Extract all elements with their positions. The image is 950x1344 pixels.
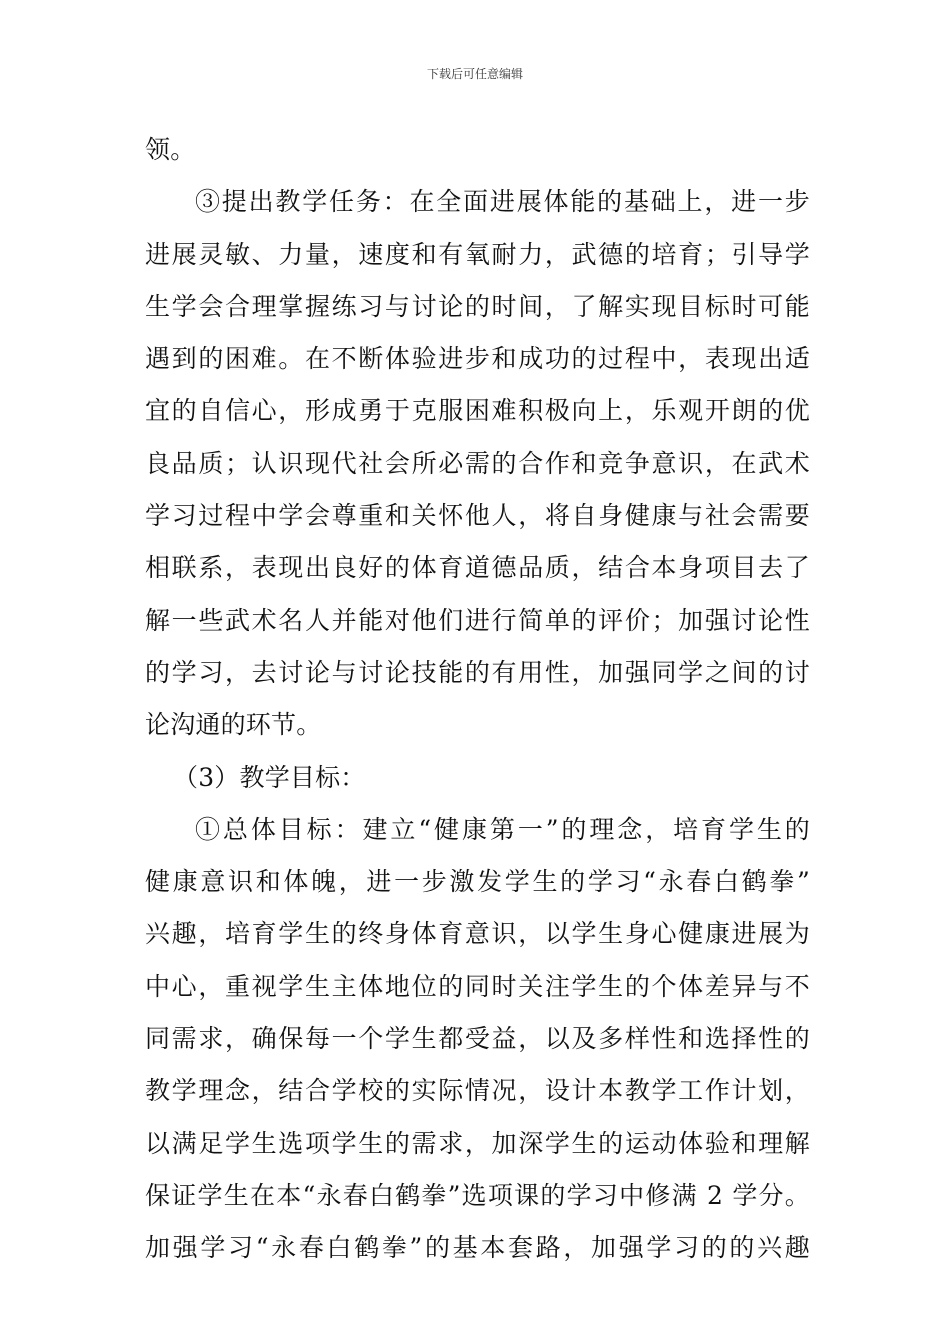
document-body	[145, 124, 810, 1275]
paragraph-line: 论沟通的环节。	[145, 710, 322, 740]
paragraph-line: 保证学生在本“永春白鹤拳”选项课的学习中修满 2 学分。	[145, 1180, 810, 1210]
paragraph-line: 同需求，确保每一个学生都受益，以及多样性和选择性的	[145, 1024, 810, 1054]
paragraph-line: 中心，重视学生主体地位的同时关注学生的个体差异与不	[145, 971, 810, 1001]
paragraph-line: 相联系，表现出良好的体育道德品质，结合本身项目去了	[145, 553, 810, 583]
paragraph-line: 兴趣，培育学生的终身体育意识，以学生身心健康进展为	[145, 919, 810, 949]
paragraph-line: 领。	[145, 135, 196, 164]
paragraph-line: 加强学习“永春白鹤拳”的基本套路，加强学习的的兴趣	[145, 1233, 810, 1263]
paragraph-line: 以满足学生选项学生的需求，加深学生的运动体验和理解	[145, 1128, 810, 1158]
paragraph-line: 的学习，去讨论与讨论技能的有用性，加强同学之间的讨	[145, 657, 810, 687]
paragraph-line: 宜的自信心，形成勇于克服困难积极向上，乐观开朗的优	[145, 396, 810, 426]
paragraph-line: 良品质；认识现代社会所必需的合作和竞争意识，在武术	[145, 448, 810, 478]
paragraph-line: 遇到的困难。在不断体验进步和成功的过程中，表现出适	[145, 344, 810, 374]
paragraph-line: 解一些武术名人并能对他们进行简单的评价；加强讨论性	[145, 605, 810, 635]
paragraph-line: 教学理念，结合学校的实际情况，设计本教学工作计划，	[145, 1076, 810, 1106]
paragraph-line: 学习过程中学会尊重和关怀他人，将自身健康与社会需要	[145, 501, 810, 531]
section-heading: （3）教学目标：	[173, 762, 366, 792]
paragraph-line: 进展灵敏、力量，速度和有氧耐力，武德的培育；引导学	[145, 239, 810, 269]
page-header: 下载后可任意编辑	[426, 67, 523, 81]
paragraph-line: 健康意识和体魄，进一步激发学生的学习“永春白鹤拳”	[145, 867, 810, 897]
paragraph-line: 生学会合理掌握练习与讨论的时间，了解实现目标时可能	[145, 291, 810, 321]
paragraph-line: ③提出教学任务：在全面进展体能的基础上，进一步	[195, 187, 810, 217]
paragraph-line: ①总体目标：建立“健康第一”的理念，培育学生的	[195, 814, 810, 844]
